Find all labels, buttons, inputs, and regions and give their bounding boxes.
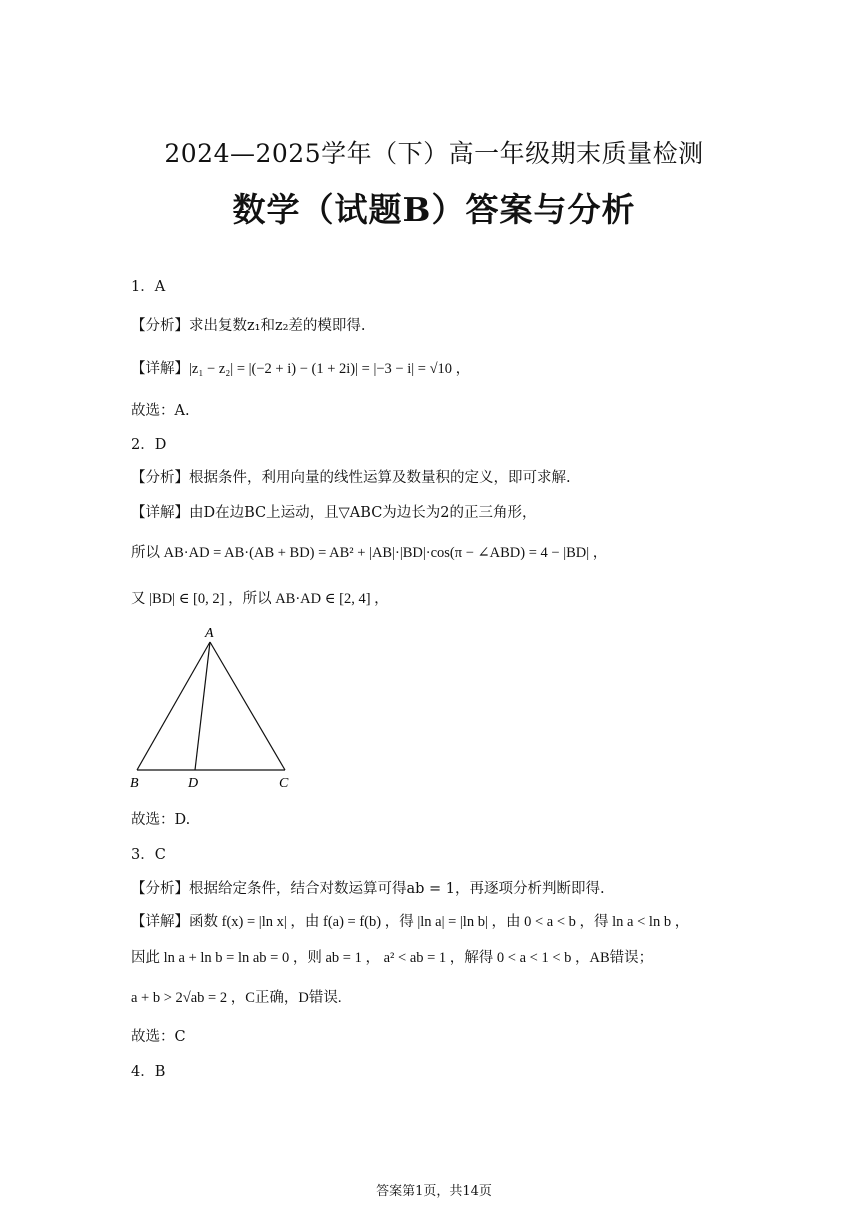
q3-analysis-tag: 【分析】 — [131, 881, 189, 897]
page-title: 2024—2025学年（下）高一年级期末质量检测 — [164, 139, 704, 168]
q1-analysis-tag: 【分析】 — [131, 318, 189, 334]
side-ac — [210, 642, 285, 770]
q3-line3: a + b > 2√ab = 2 ，C正确，D错误. — [131, 990, 342, 1006]
q1-answer: 故选：A. — [131, 403, 190, 419]
page-subtitle: 数学（试题B）答案与分析 — [232, 190, 636, 229]
q2-analysis-text: 根据条件，利用向量的线性运算及数量积的定义，即可求解. — [189, 470, 571, 486]
q2-detail — [131, 501, 537, 522]
q1-analysis-text: 求出复数z₁和z₂差的模即得. — [189, 318, 366, 334]
q2-answer: 故选：D. — [131, 812, 191, 828]
q2-analysis — [131, 466, 571, 487]
q1-number: 1．A — [131, 279, 166, 295]
q1-detail — [131, 357, 470, 378]
q2-detail-text: 由D在边BC上运动，且▽ABC为边长为2的正三角形， — [189, 505, 537, 521]
q2-detail-tag: 【详解】 — [131, 505, 189, 521]
q1-detail-text: |z₁ − z₂| = |(−2 + i) − (1 + 2i)| = |−3 − i| = √10 ， — [189, 361, 471, 377]
q3-analysis — [131, 877, 605, 898]
q3-analysis-text: 根据给定条件，结合对数运算可得ab = 1，再逐项分析判断即得. — [189, 881, 605, 897]
label-c: C — [279, 776, 289, 791]
q2-line3: 又 |BD| ∈ [0, 2] ，所以 AB·AD ∈ [2, 4] ， — [131, 591, 389, 607]
side-ab — [137, 642, 210, 770]
page-footer: 答案第1页，共14页 — [376, 1184, 492, 1199]
segment-ad — [195, 642, 210, 770]
q1-analysis — [131, 314, 366, 335]
q3-detail-tag: 【详解】 — [131, 914, 189, 930]
q3-detail — [131, 910, 689, 931]
q3-answer: 故选：C — [131, 1029, 186, 1045]
q2-line2: 所以 AB·AD = AB·(AB + BD) = AB² + |AB|·|BD|·cos(π − ∠ABD) = 4 − |BD| ， — [131, 545, 608, 561]
q1-detail-tag: 【详解】 — [131, 361, 189, 377]
label-b: B — [130, 776, 139, 791]
triangle-figure — [125, 620, 300, 795]
q3-line2: 因此 ln a + ln b = ln ab = 0 ，则 ab = 1 ， a² < ab = 1 ，解得 0 < a < 1 < b ，AB错误； — [131, 950, 654, 966]
q3-detail-text: 函数 f(x) = |ln x| ，由 f(a) = f(b) ，得 |ln a| = |ln b| ，由 0 < a < b ，得 ln a < ln b ， — [189, 914, 690, 930]
q2-number: 2．D — [131, 437, 167, 453]
q4-number: 4．B — [131, 1064, 166, 1080]
label-d: D — [188, 776, 199, 791]
q3-number: 3．C — [131, 847, 166, 863]
label-a: A — [205, 626, 214, 641]
q2-analysis-tag: 【分析】 — [131, 470, 189, 486]
